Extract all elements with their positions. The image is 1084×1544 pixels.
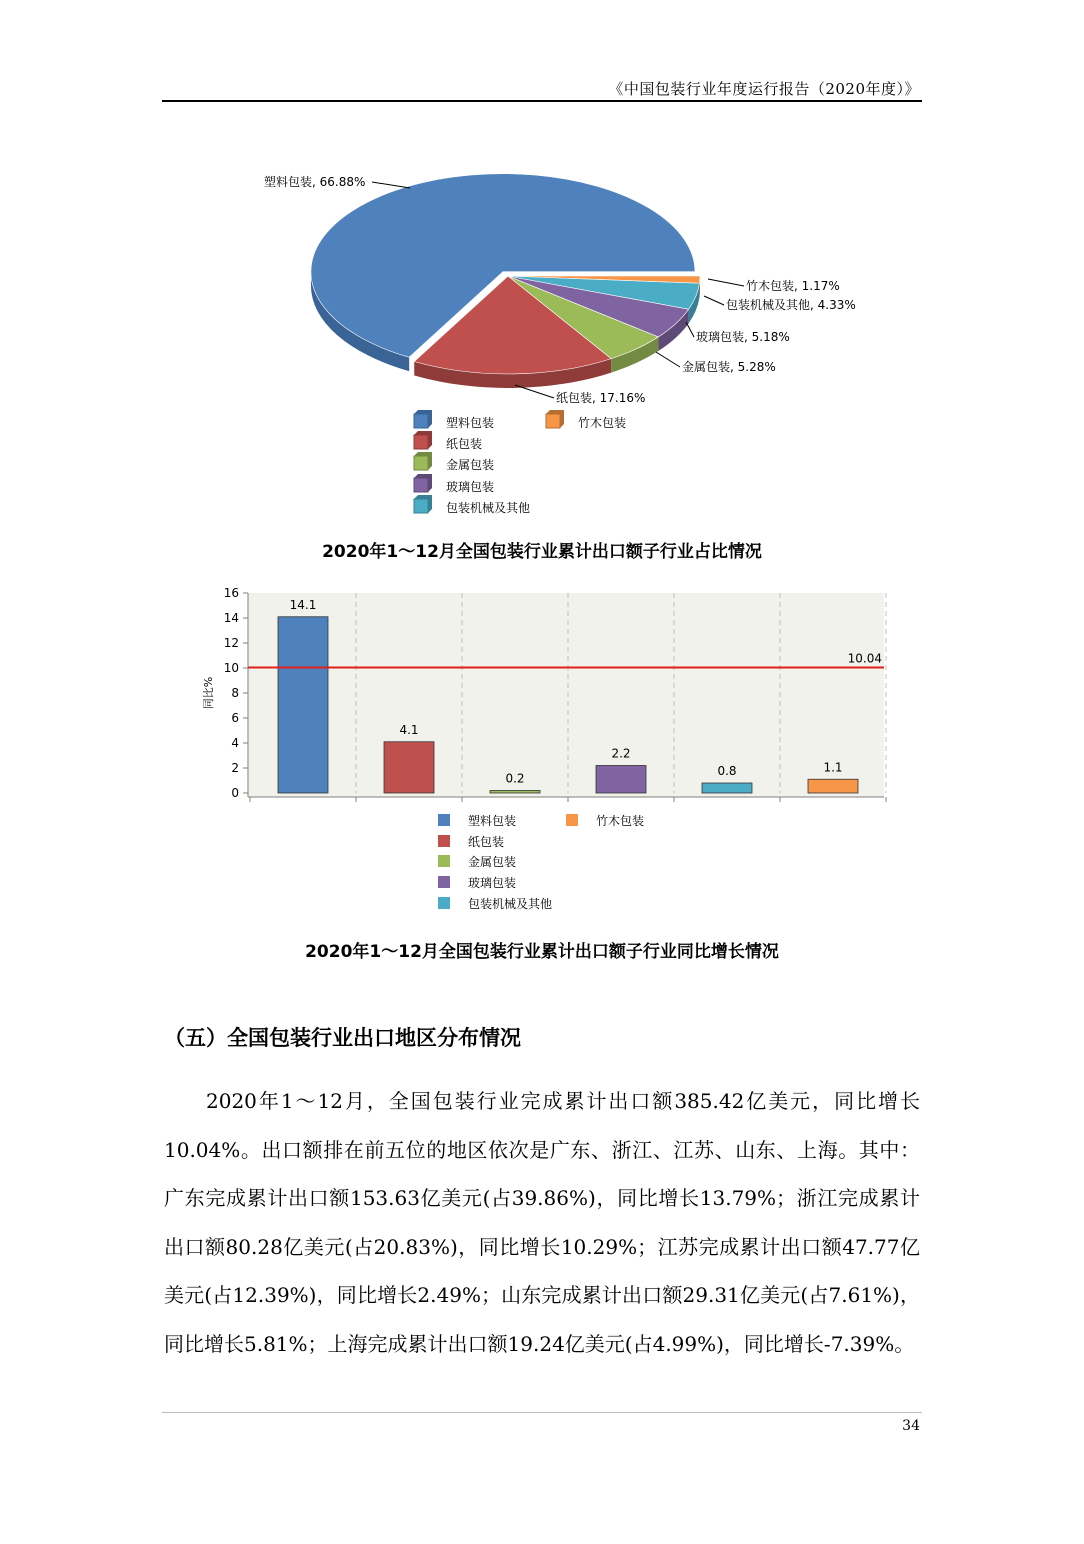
bar-value-label: 14.1 [289,597,317,612]
legend-label: 包装机械及其他 [446,501,531,515]
page-number: 34 [902,1418,920,1434]
legend-label: 纸包装 [468,835,505,849]
legend-swatch [438,835,450,847]
pie-slice-label: 纸包装, 17.16% [556,391,646,405]
legend-label: 包装机械及其他 [468,897,553,911]
bar [596,766,646,794]
running-header: 《中国包装行业年度运行报告（2020年度）》 [608,80,920,98]
bar [278,617,328,793]
bar-value-label: 2.2 [611,746,631,761]
legend-label: 塑料包装 [446,416,495,430]
pie-slice-label: 玻璃包装, 5.18% [696,330,790,344]
legend-label: 玻璃包装 [446,480,495,494]
pie-slice-label: 竹木包装, 1.17% [746,279,840,293]
section-paragraph: 2020年1～12月，全国包装行业完成累计出口额385.42亿美元，同比增长10.04%。出口额排在前五位的地区依次是广东、浙江、江苏、山东、上海。其中：广东完成累计出口额153.63亿美元(占39.86%)，同比增长13.79%；浙江完成累计出口额80.28亿美元(占20.83%)，同比增长10.29%；江苏完成累计出口额47.77亿美元(占12.39%)，同比增长2.49%；山东完成累计出口额29.31亿美元(占7.61%)，同比增长5.81%；上海完成累计出口额19.24亿美元(占4.99%)，同比增长-7.39%。 [164,1089,920,1356]
legend-swatch [438,876,450,888]
bar-value-label: 0.2 [505,771,525,786]
section-title: （五）全国包装行业出口地区分布情况 [164,1026,521,1050]
bar [384,742,434,793]
y-tick-label: 6 [231,711,239,725]
legend-label: 金属包装 [446,458,495,472]
legend-label: 金属包装 [468,855,517,869]
legend-swatch [438,897,450,909]
y-tick-label: 14 [223,611,239,625]
y-tick-label: 16 [223,586,239,600]
legend-swatch [566,814,578,826]
legend-label: 塑料包装 [468,814,517,828]
reference-line-label: 10.04 [847,651,882,666]
pie-slice-label: 塑料包装, 66.88% [264,175,366,189]
y-tick-label: 4 [231,736,239,750]
bar-value-label: 4.1 [399,722,419,737]
legend-swatch [438,855,450,867]
pie-chart-caption: 2020年1～12月全国包装行业累计出口额子行业占比情况 [322,542,762,562]
bar [490,791,540,794]
legend-label: 玻璃包装 [468,876,517,890]
y-tick-label: 8 [231,686,239,700]
bar-legend [438,813,644,911]
plot-area [248,593,884,797]
y-tick-label: 10 [223,661,239,675]
legend-label: 竹木包装 [578,416,627,430]
legend-label: 竹木包装 [596,814,645,828]
bar-chart-caption: 2020年1～12月全国包装行业累计出口额子行业同比增长情况 [305,942,779,962]
legend-swatch [438,814,450,826]
bar [808,779,858,793]
legend-label: 纸包装 [446,437,483,451]
pie-slice-label: 包装机械及其他, 4.33% [726,298,856,312]
bar-value-label: 0.8 [717,764,737,778]
y-tick-label: 0 [231,786,239,800]
bar [702,783,752,793]
y-tick-label: 2 [231,761,239,775]
bar-value-label: 1.1 [823,760,843,775]
y-tick-label: 12 [223,636,239,650]
pie-slice-label: 金属包装, 5.28% [682,360,776,374]
y-axis-label: 同比% [202,676,215,710]
footer-rule [162,1412,922,1413]
